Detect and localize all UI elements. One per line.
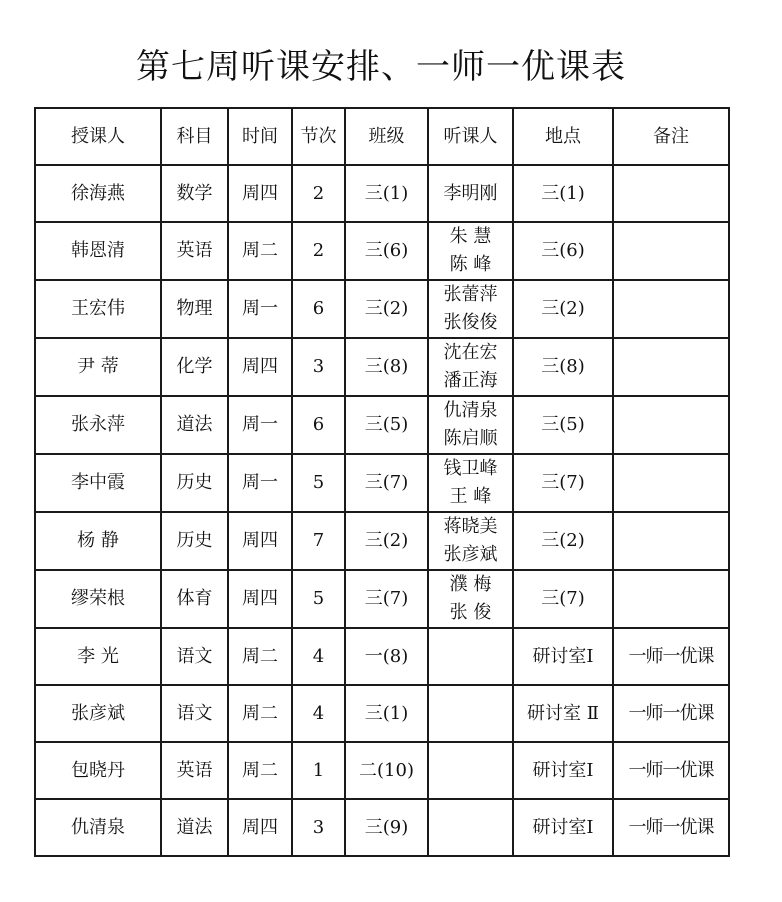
observer-name: 王 峰 bbox=[449, 486, 492, 507]
location-cell: 三(1) bbox=[513, 165, 613, 222]
teacher-cell: 缪荣根 bbox=[35, 570, 161, 628]
class-cell: 三(1) bbox=[345, 685, 428, 742]
observer-name: 朱 慧 bbox=[449, 226, 492, 247]
observer-name: 潘正海 bbox=[443, 370, 498, 391]
teacher-cell: 杨 静 bbox=[35, 512, 161, 570]
location-cell: 三(5) bbox=[513, 396, 613, 454]
observers-cell bbox=[428, 396, 513, 454]
class-cell: 二(10) bbox=[345, 742, 428, 799]
period-cell: 5 bbox=[292, 570, 345, 628]
observer-name: 濮 梅 bbox=[449, 574, 492, 595]
table-row bbox=[35, 454, 729, 512]
location-cell: 研讨室Ⅰ bbox=[513, 628, 613, 685]
location-cell: 三(7) bbox=[513, 570, 613, 628]
subject-cell: 道法 bbox=[161, 799, 228, 856]
observers-cell bbox=[428, 685, 513, 742]
table-row bbox=[35, 685, 729, 742]
period-cell: 4 bbox=[292, 685, 345, 742]
subject-cell: 历史 bbox=[161, 454, 228, 512]
class-cell: 三(2) bbox=[345, 280, 428, 338]
table-row bbox=[35, 222, 729, 280]
header-observers: 听课人 bbox=[428, 108, 513, 165]
subject-cell: 物理 bbox=[161, 280, 228, 338]
table-row bbox=[35, 570, 729, 628]
note-cell bbox=[613, 338, 729, 396]
table-row bbox=[35, 628, 729, 685]
note-cell bbox=[613, 454, 729, 512]
observers-cell bbox=[428, 165, 513, 222]
observer-name: 张蕾萍 bbox=[443, 284, 498, 305]
period-cell: 5 bbox=[292, 454, 345, 512]
observer-name: 张 俊 bbox=[449, 602, 492, 623]
day-cell: 周四 bbox=[228, 512, 292, 570]
class-cell: 三(8) bbox=[345, 338, 428, 396]
teacher-cell: 张永萍 bbox=[35, 396, 161, 454]
note-cell bbox=[613, 222, 729, 280]
note-cell: 一师一优课 bbox=[613, 628, 729, 685]
class-cell: 三(2) bbox=[345, 512, 428, 570]
class-cell: 三(7) bbox=[345, 454, 428, 512]
table-row bbox=[35, 280, 729, 338]
day-cell: 周二 bbox=[228, 222, 292, 280]
day-cell: 周一 bbox=[228, 454, 292, 512]
observers-cell bbox=[428, 222, 513, 280]
subject-cell: 英语 bbox=[161, 222, 228, 280]
note-cell bbox=[613, 570, 729, 628]
location-cell: 研讨室Ⅰ bbox=[513, 742, 613, 799]
header-day: 时间 bbox=[228, 108, 292, 165]
day-cell: 周四 bbox=[228, 570, 292, 628]
period-cell: 6 bbox=[292, 280, 345, 338]
teacher-cell: 王宏伟 bbox=[35, 280, 161, 338]
observers-cell bbox=[428, 512, 513, 570]
table-row bbox=[35, 742, 729, 799]
teacher-cell: 徐海燕 bbox=[35, 165, 161, 222]
header-location: 地点 bbox=[513, 108, 613, 165]
class-cell: 三(7) bbox=[345, 570, 428, 628]
period-cell: 2 bbox=[292, 165, 345, 222]
teacher-cell: 李中霞 bbox=[35, 454, 161, 512]
class-cell: 三(6) bbox=[345, 222, 428, 280]
observers-cell bbox=[428, 338, 513, 396]
location-cell: 三(8) bbox=[513, 338, 613, 396]
observers-cell bbox=[428, 454, 513, 512]
observers-cell bbox=[428, 280, 513, 338]
period-cell: 1 bbox=[292, 742, 345, 799]
observer-name: 张彦斌 bbox=[443, 544, 498, 565]
header-note: 备注 bbox=[613, 108, 729, 165]
period-cell: 4 bbox=[292, 628, 345, 685]
subject-cell: 化学 bbox=[161, 338, 228, 396]
schedule-table bbox=[34, 107, 730, 857]
period-cell: 7 bbox=[292, 512, 345, 570]
observer-name: 李明刚 bbox=[443, 182, 498, 204]
teacher-cell: 李 光 bbox=[35, 628, 161, 685]
location-cell: 研讨室 Ⅱ bbox=[513, 685, 613, 742]
class-cell: 三(5) bbox=[345, 396, 428, 454]
day-cell: 周一 bbox=[228, 280, 292, 338]
day-cell: 周四 bbox=[228, 338, 292, 396]
location-cell: 三(2) bbox=[513, 512, 613, 570]
teacher-cell: 包晓丹 bbox=[35, 742, 161, 799]
header-class: 班级 bbox=[345, 108, 428, 165]
day-cell: 周二 bbox=[228, 628, 292, 685]
note-cell bbox=[613, 165, 729, 222]
note-cell: 一师一优课 bbox=[613, 685, 729, 742]
table-row bbox=[35, 512, 729, 570]
observers-cell bbox=[428, 570, 513, 628]
day-cell: 周二 bbox=[228, 742, 292, 799]
class-cell: 三(1) bbox=[345, 165, 428, 222]
subject-cell: 语文 bbox=[161, 685, 228, 742]
header-subject: 科目 bbox=[161, 108, 228, 165]
day-cell: 周四 bbox=[228, 165, 292, 222]
note-cell: 一师一优课 bbox=[613, 742, 729, 799]
observer-name: 陈 峰 bbox=[449, 254, 492, 275]
note-cell bbox=[613, 396, 729, 454]
header-period: 节次 bbox=[292, 108, 345, 165]
observer-name: 张俊俊 bbox=[443, 312, 498, 333]
table-row bbox=[35, 165, 729, 222]
table-row bbox=[35, 338, 729, 396]
class-cell: 三(9) bbox=[345, 799, 428, 856]
observer-name: 仇清泉 bbox=[443, 400, 498, 421]
location-cell: 三(7) bbox=[513, 454, 613, 512]
teacher-cell: 仇清泉 bbox=[35, 799, 161, 856]
period-cell: 6 bbox=[292, 396, 345, 454]
teacher-cell: 张彦斌 bbox=[35, 685, 161, 742]
observer-name: 钱卫峰 bbox=[443, 458, 498, 479]
table-row bbox=[35, 396, 729, 454]
header-teacher: 授课人 bbox=[35, 108, 161, 165]
location-cell: 三(2) bbox=[513, 280, 613, 338]
observers-cell bbox=[428, 628, 513, 685]
page-title: 第七周听课安排、一师一优课表 bbox=[136, 47, 626, 87]
period-cell: 3 bbox=[292, 338, 345, 396]
table-body bbox=[35, 165, 729, 856]
day-cell: 周四 bbox=[228, 799, 292, 856]
note-cell: 一师一优课 bbox=[613, 799, 729, 856]
day-cell: 周一 bbox=[228, 396, 292, 454]
subject-cell: 英语 bbox=[161, 742, 228, 799]
day-cell: 周二 bbox=[228, 685, 292, 742]
subject-cell: 道法 bbox=[161, 396, 228, 454]
location-cell: 研讨室Ⅰ bbox=[513, 799, 613, 856]
subject-cell: 历史 bbox=[161, 512, 228, 570]
table-row bbox=[35, 799, 729, 856]
subject-cell: 体育 bbox=[161, 570, 228, 628]
subject-cell: 语文 bbox=[161, 628, 228, 685]
location-cell: 三(6) bbox=[513, 222, 613, 280]
observer-name: 沈在宏 bbox=[443, 342, 498, 363]
observers-cell bbox=[428, 799, 513, 856]
observer-name: 蒋晓美 bbox=[443, 516, 498, 537]
observers-cell bbox=[428, 742, 513, 799]
observer-name: 陈启顺 bbox=[443, 428, 498, 449]
period-cell: 3 bbox=[292, 799, 345, 856]
note-cell bbox=[613, 280, 729, 338]
class-cell: 一(8) bbox=[345, 628, 428, 685]
teacher-cell: 韩恩清 bbox=[35, 222, 161, 280]
subject-cell: 数学 bbox=[161, 165, 228, 222]
period-cell: 2 bbox=[292, 222, 345, 280]
teacher-cell: 尹 蒂 bbox=[35, 338, 161, 396]
table-header-row bbox=[35, 108, 729, 165]
note-cell bbox=[613, 512, 729, 570]
